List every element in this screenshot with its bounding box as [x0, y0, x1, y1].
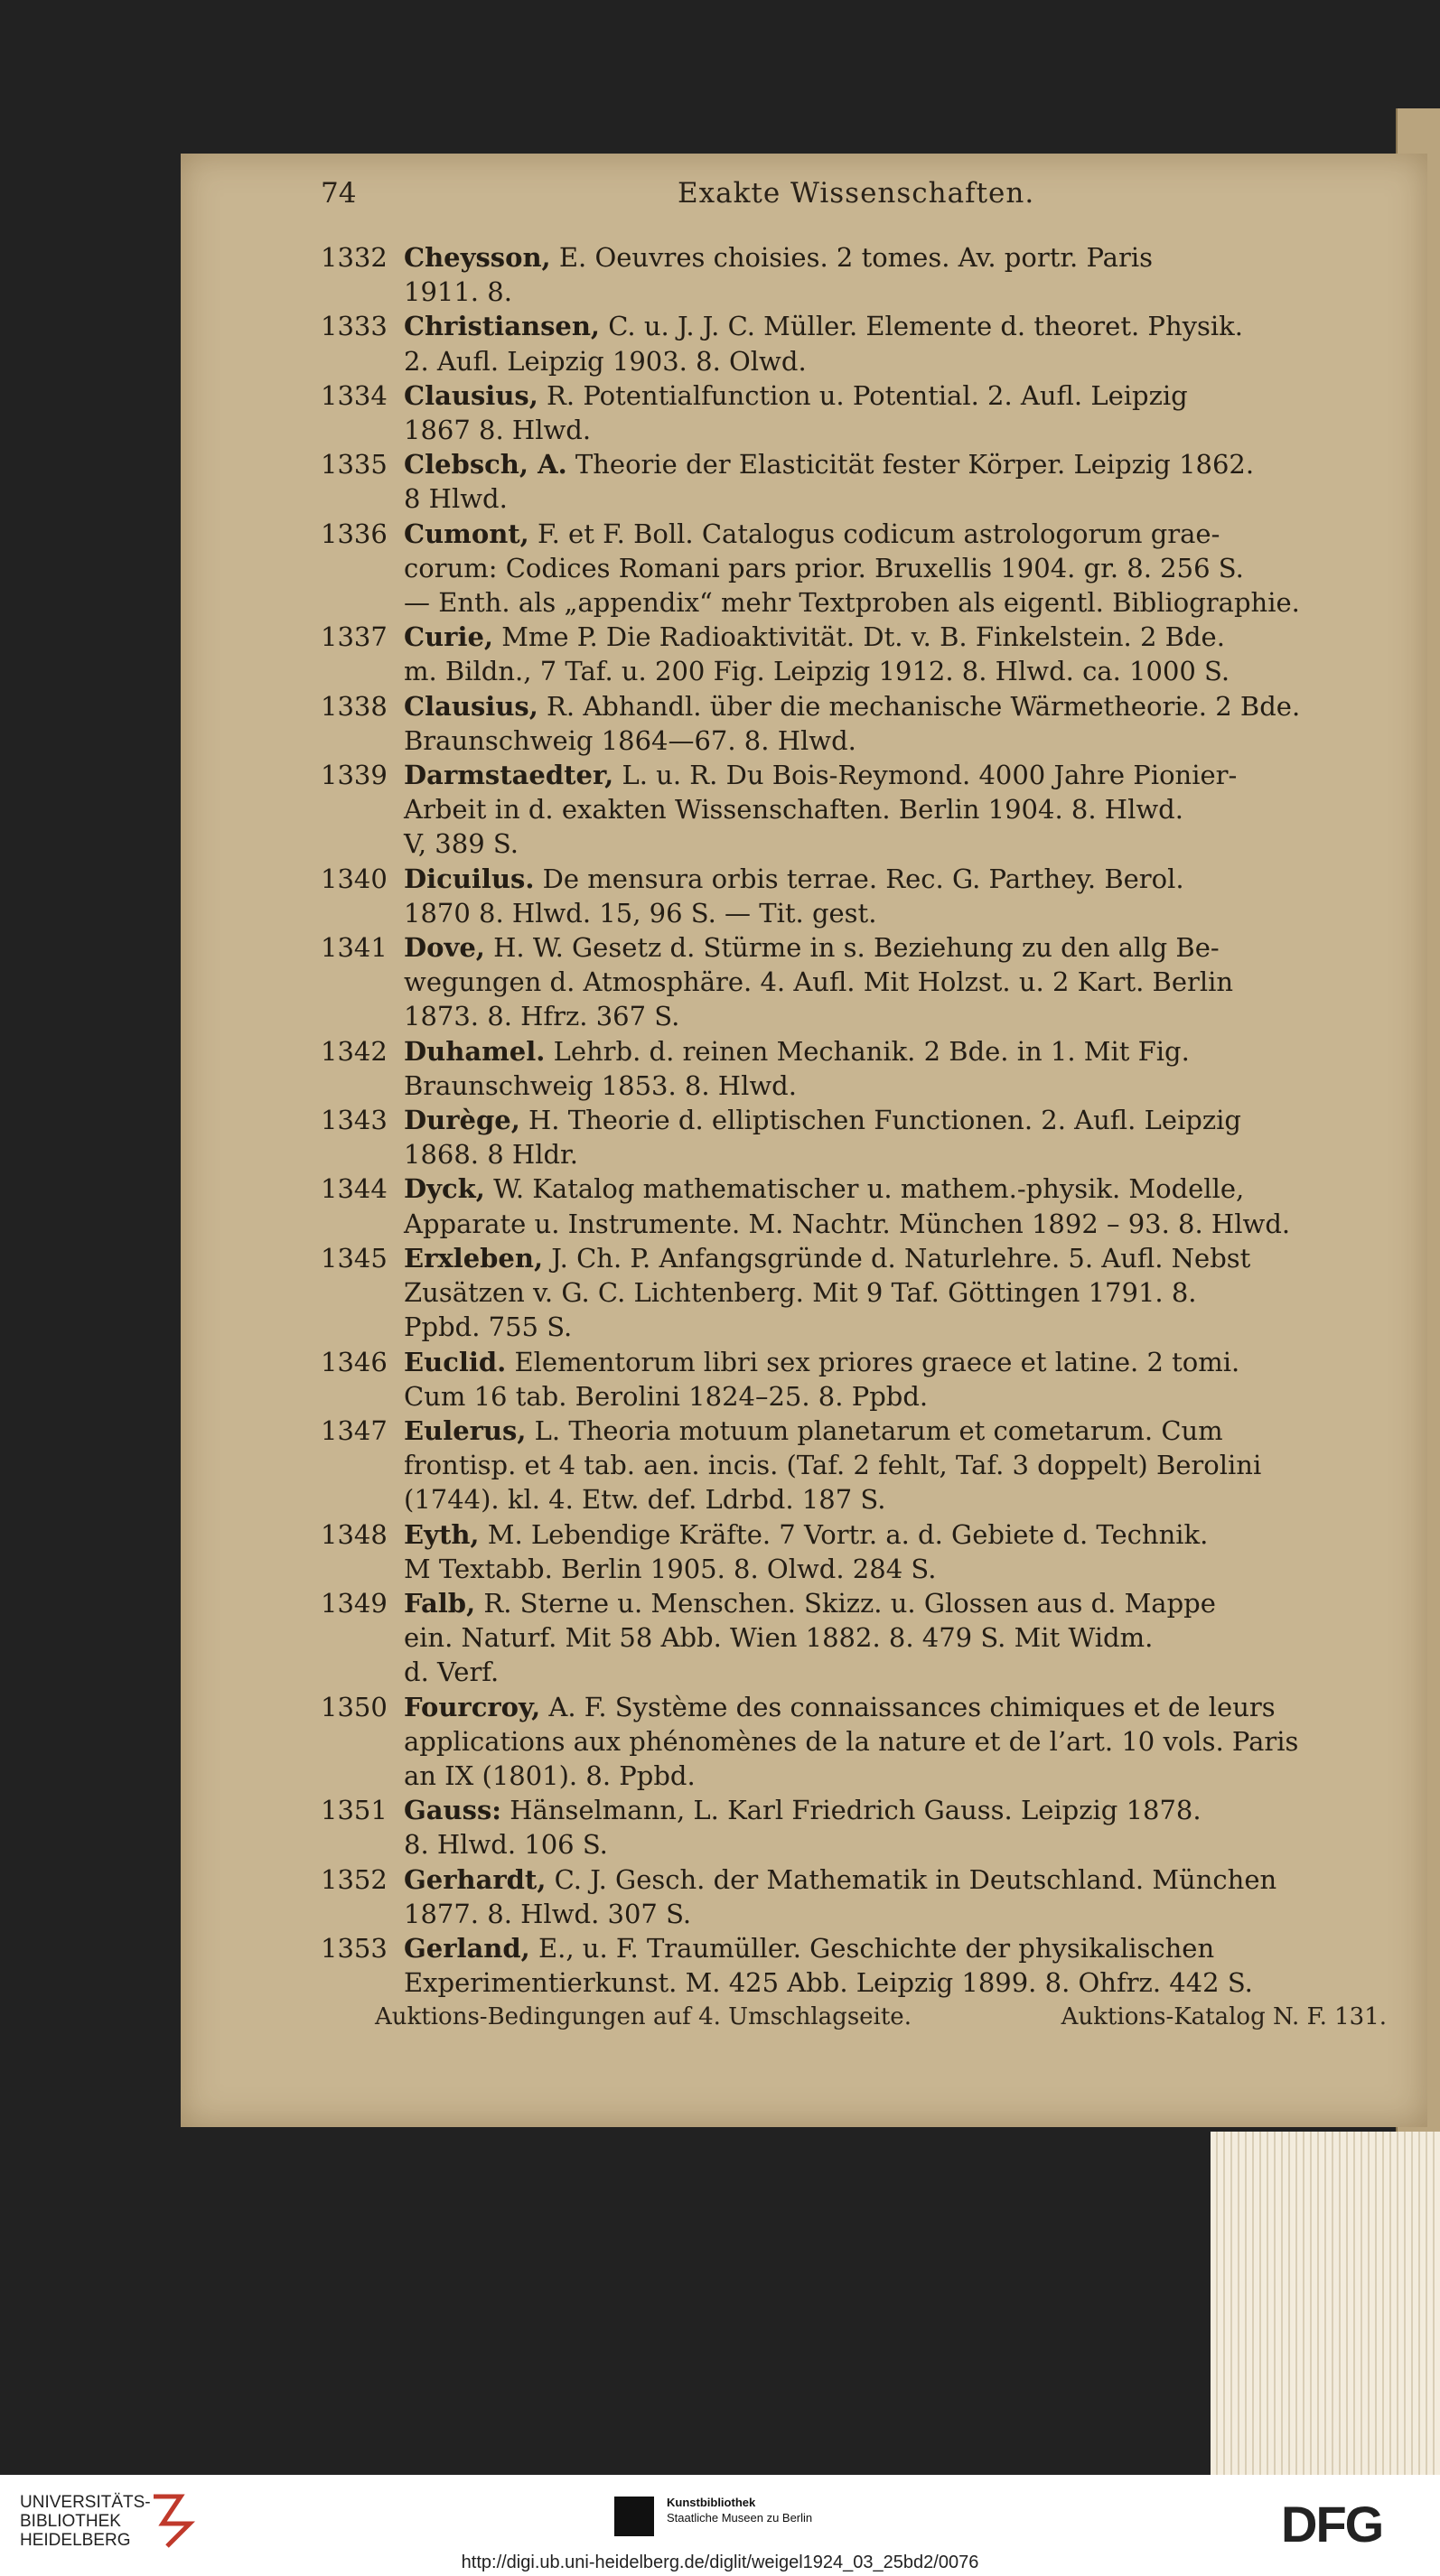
entry-author: Clausius, [404, 690, 538, 722]
kb-title: Kunstbibliothek [667, 2496, 756, 2509]
catalog-entry [321, 930, 1387, 1034]
catalog-entry [321, 240, 1387, 309]
catalog-entry [321, 309, 1387, 378]
entry-number: 1338 [321, 690, 388, 722]
entry-description: M. Lebendige Kräfte. 7 Vortr. a. d. Gebiete d. Technik. M Textabb. Berlin 1905. 8. Olwd. 284 S. [404, 1518, 1209, 1584]
entry-author: Dicuilus. [404, 863, 535, 894]
catalog-entry [321, 689, 1387, 758]
section-title: Exakte Wissenschaften. [678, 177, 1035, 210]
entry-number: 1341 [321, 932, 388, 964]
entry-author: Dyck, [404, 1173, 485, 1205]
entry-number: 1340 [321, 863, 388, 894]
entry-text [404, 689, 1387, 758]
entry-description: L. Theoria motuum planetarum et cometarum. Cum frontisp. et 4 tab. aen. incis. (Taf. 2 fehlt, Taf. 3 doppelt) Berolini (1744). kl. 4. Etw. def. Ldrbd. 187 S. [404, 1414, 1262, 1516]
university-seal-icon [145, 2487, 199, 2551]
catalog-entry [321, 1931, 1387, 2000]
entry-text [404, 930, 1387, 1034]
entry-number: 1351 [321, 1795, 388, 1826]
entry-author: Gerhardt, [404, 1863, 547, 1895]
entry-number: 1347 [321, 1414, 388, 1446]
entry-number: 1345 [321, 1242, 388, 1274]
entry-author: Cheysson, [404, 242, 551, 273]
entry-author: Christiansen, [404, 311, 601, 342]
book-block-pages [1211, 2132, 1440, 2475]
entry-number: 1337 [321, 621, 388, 653]
entry-author: Darmstaedter, [404, 760, 614, 791]
entry-author: Duhamel. [404, 1035, 546, 1067]
entry-text [404, 1690, 1387, 1794]
entry-text [404, 1517, 1387, 1586]
entry-description: W. Katalog mathematischer u. mathem.-physik. Modelle, Apparate u. Instrumente. M. Nachtr. München 1892 – 93. 8. Hlwd. [404, 1173, 1291, 1239]
entry-author: Eyth, [404, 1518, 480, 1550]
entry-description: R. Sterne u. Menschen. Skizz. u. Glossen aus d. Mappe ein. Naturf. Mit 58 Abb. Wien 1882. 8. 479 S. Mit Widm. d. Verf. [404, 1587, 1216, 1688]
catalog-entry [321, 1345, 1387, 1414]
catalog-entries [321, 240, 1387, 2000]
entry-author: Clausius, [404, 379, 538, 411]
dfg-logo[interactable]: DFG [1281, 2496, 1383, 2553]
catalog-entry [321, 1517, 1387, 1586]
entry-description: F. et F. Boll. Catalogus codicum astrologorum grae- corum: Codices Romani pars prior. Bruxellis 1904. gr. 8. 256 S. — Enth. als „appendix“ mehr Textproben als eigentl. Bibliographie. [404, 518, 1300, 619]
entry-number: 1346 [321, 1346, 388, 1377]
entry-number: 1344 [321, 1173, 388, 1205]
catalog-entry [321, 1414, 1387, 1517]
entry-author: Curie, [404, 621, 494, 653]
entry-author: Falb, [404, 1587, 476, 1619]
entry-description: Mme P. Die Radioaktivität. Dt. v. B. Finkelstein. 2 Bde. m. Bildn., 7 Taf. u. 200 Fig. Leipzig 1912. 8. Hlwd. ca. 1000 S. [404, 621, 1230, 687]
entry-description: C. J. Gesch. der Mathematik in Deutschland. München 1877. 8. Hlwd. 307 S. [404, 1863, 1277, 1929]
entry-number: 1333 [321, 311, 388, 342]
entry-description: Lehrb. d. reinen Mechanik. 2 Bde. in 1. Mit Fig. Braunschweig 1853. 8. Hlwd. [404, 1035, 1190, 1101]
entry-author: Erxleben, [404, 1242, 544, 1274]
catalog-entry [321, 620, 1387, 688]
entry-number: 1349 [321, 1587, 388, 1619]
entry-description: C. u. J. J. C. Müller. Elemente d. theoret. Physik. 2. Aufl. Leipzig 1903. 8. Olwd. [404, 311, 1243, 377]
footer-conditions: Auktions-Bedingungen auf 4. Umschlagseite. [375, 2003, 912, 2030]
uni-logo-line: UNIVERSITÄTS- [20, 2493, 151, 2512]
entry-text [404, 447, 1387, 516]
entry-author: Gauss: [404, 1795, 501, 1826]
entry-description: E. Oeuvres choisies. 2 tomes. Av. portr. Paris 1911. 8. [404, 242, 1153, 308]
entry-text [404, 240, 1387, 309]
kunstbibliothek-label [667, 2495, 812, 2525]
page-number: 74 [321, 177, 357, 210]
entry-text [404, 1345, 1387, 1414]
entry-description: A. F. Système des connaissances chimiques et de leurs applications aux phénomènes de la nature et de l’art. 10 vols. Paris an IX (1801). 8. Ppbd. [404, 1691, 1299, 1791]
entry-description: H. W. Gesetz d. Stürme in s. Beziehung zu den allg Be- wegungen d. Atmosphäre. 4. Aufl. Mit Holzst. u. 2 Kart. Berlin 1873. 8. Hfrz. 367 S. [404, 932, 1234, 1032]
entry-author: Eulerus, [404, 1414, 527, 1446]
catalog-entry [321, 1103, 1387, 1171]
entry-text [404, 1241, 1387, 1345]
footer-catalog: Auktions-Katalog N. F. 131. [1061, 2003, 1387, 2030]
catalog-entry [321, 1034, 1387, 1103]
entry-description: L. u. R. Du Bois-Reymond. 4000 Jahre Pionier- Arbeit in d. exakten Wissenschaften. Berlin 1904. 8. Hlwd. V, 389 S. [404, 760, 1238, 860]
catalog-entry [321, 1241, 1387, 1345]
entry-author: Durège, [404, 1105, 520, 1136]
catalog-entry [321, 1793, 1387, 1862]
entry-author: Dove, [404, 932, 485, 964]
entry-text [404, 1586, 1387, 1690]
entry-description: Hänselmann, L. Karl Friedrich Gauss. Leipzig 1878. 8. Hlwd. 106 S. [404, 1795, 1202, 1861]
catalog-entry [321, 1690, 1387, 1794]
entry-author: Fourcroy, [404, 1691, 541, 1722]
entry-description: Theorie der Elasticität fester Körper. Leipzig 1862. 8 Hlwd. [404, 449, 1255, 515]
entry-description: R. Abhandl. über die mechanische Wärmetheorie. 2 Bde. Braunschweig 1864—67. 8. Hlwd. [404, 690, 1301, 756]
entry-description: E., u. F. Traumüller. Geschichte der physikalischen Experimentierkunst. M. 425 Abb. Leipzig 1899. 8. Ohfrz. 442 S. [404, 1932, 1253, 1999]
uni-logo-line: BIBLIOTHEK [20, 2512, 121, 2531]
catalog-entry [321, 1862, 1387, 1931]
entry-text [404, 1931, 1387, 2000]
catalog-entry [321, 378, 1387, 447]
page-header [321, 173, 1378, 219]
entry-author: Clebsch, A. [404, 449, 567, 481]
kb-subtitle: Staatliche Museen zu Berlin [667, 2511, 813, 2525]
entry-text [404, 862, 1387, 930]
university-library-logo[interactable] [20, 2493, 151, 2550]
catalog-entry [321, 447, 1387, 516]
entry-description: De mensura orbis terrae. Rec. G. Parthey. Berol. 1870 8. Hlwd. 15, 96 S. — Tit. gest. [404, 863, 1184, 929]
entry-description: J. Ch. P. Anfangsgründe d. Naturlehre. 5. Aufl. Nebst Zusätzen v. G. C. Lichtenberg. Mit 9 Taf. Göttingen 1791. 8. Ppbd. 755 S. [404, 1242, 1251, 1343]
entry-number: 1353 [321, 1932, 388, 1964]
entry-number: 1332 [321, 242, 388, 273]
entry-text [404, 378, 1387, 447]
catalog-entry [321, 517, 1387, 621]
entry-number: 1335 [321, 449, 388, 481]
entry-number: 1336 [321, 518, 388, 549]
entry-text [404, 758, 1387, 862]
page-footer [375, 2003, 1387, 2030]
catalog-entry [321, 1171, 1387, 1240]
entry-number: 1352 [321, 1863, 388, 1895]
entry-text [404, 620, 1387, 688]
uni-logo-line: HEIDELBERG [20, 2531, 131, 2550]
entry-text [404, 517, 1387, 621]
entry-text [404, 1793, 1387, 1862]
catalog-entry [321, 862, 1387, 930]
catalog-entry [321, 1586, 1387, 1690]
entry-text [404, 1034, 1387, 1103]
entry-text [404, 1103, 1387, 1171]
entry-text [404, 309, 1387, 378]
entry-description: H. Theorie d. elliptischen Functionen. 2. Aufl. Leipzig 1868. 8 Hldr. [404, 1105, 1241, 1171]
entry-number: 1343 [321, 1105, 388, 1136]
entry-author: Cumont, [404, 518, 529, 549]
kunstbibliothek-logo-icon[interactable] [614, 2497, 654, 2536]
entry-description: R. Potentialfunction u. Potential. 2. Aufl. Leipzig 1867 8. Hlwd. [404, 379, 1188, 446]
catalog-entry [321, 758, 1387, 862]
entry-text [404, 1171, 1387, 1240]
entry-number: 1348 [321, 1518, 388, 1550]
entry-author: Euclid. [404, 1346, 507, 1377]
permalink-url[interactable]: http://digi.ub.uni-heidelberg.de/diglit/weigel1924_03_25bd2/0076 [461, 2553, 979, 2572]
entry-number: 1350 [321, 1691, 388, 1722]
entry-number: 1342 [321, 1035, 388, 1067]
entry-number: 1339 [321, 760, 388, 791]
entry-description: Elementorum libri sex priores graece et latine. 2 tomi. Cum 16 tab. Berolini 1824–25. 8. Ppbd. [404, 1346, 1240, 1412]
entry-number: 1334 [321, 379, 388, 411]
entry-author: Gerland, [404, 1932, 530, 1964]
entry-text [404, 1414, 1387, 1517]
entry-text [404, 1862, 1387, 1931]
